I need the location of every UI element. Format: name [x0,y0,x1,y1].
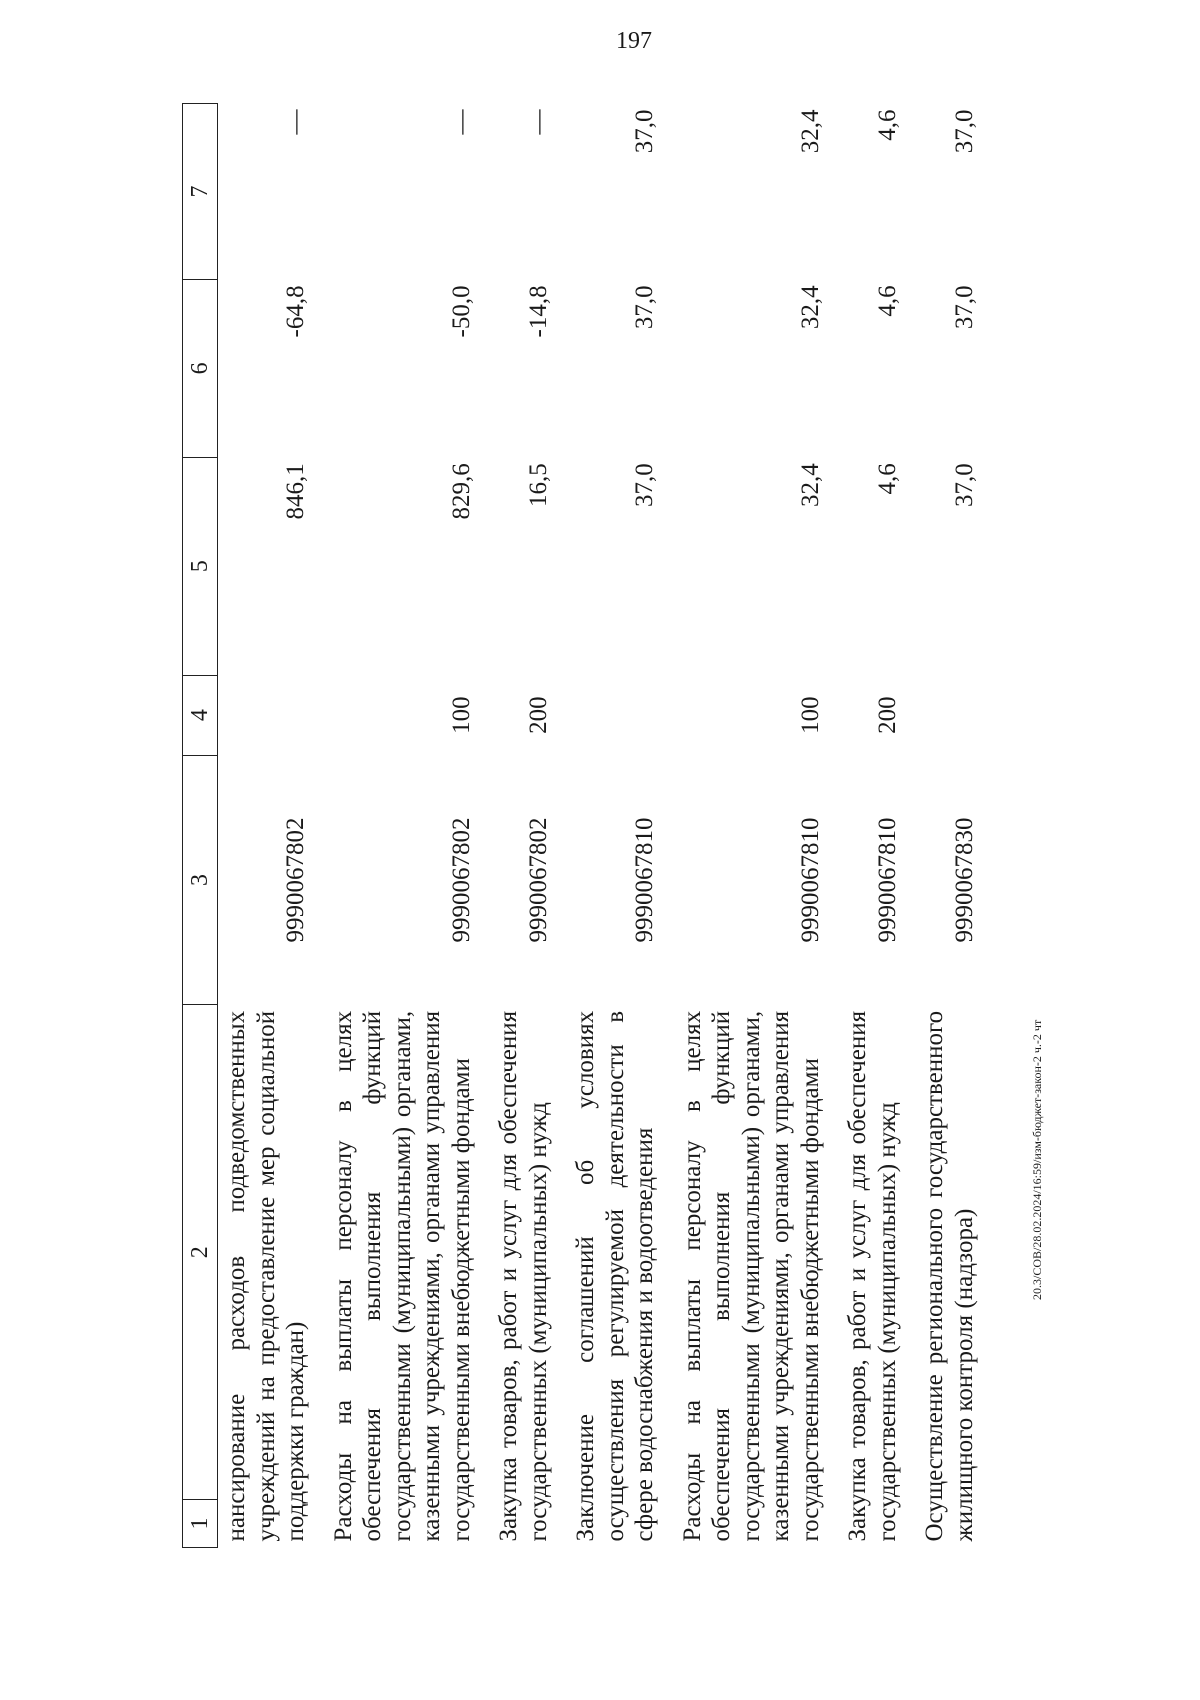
row-description: Заключение соглашений об условиях осуществления регулируемой деятельности в сфере водоснабжения и водоотведения [572,1010,658,1542]
row-description: Осуществление регионального государственного жилищного контроля (надзора) [921,1010,978,1542]
table-row [839,104,916,1548]
header-row [183,104,218,1548]
table-row [490,104,567,1548]
row-type: 100 [447,696,475,734]
row-type: 200 [524,696,552,734]
row-code: 9990067802 [282,817,309,943]
row-col6: 37,0 [950,285,978,330]
row-col7: 32,4 [796,109,824,154]
row-col5: 16,5 [524,463,552,508]
budget-table [182,103,993,1548]
row-col5: 829,6 [447,463,475,520]
col-header-2: 2 [183,1005,218,1500]
row-type [916,675,993,755]
row-col6: 37,0 [631,285,658,330]
page-number: 197 [616,28,652,54]
row-col7: — [447,109,475,135]
row-description: Закупка товаров, работ и услуг для обеспечения государственных (муниципальных) нужд [495,1010,552,1542]
row-type: 200 [873,696,901,734]
row-col5: 4,6 [873,463,901,495]
row-description: Расходы на выплаты персоналу в целях обеспечения выполнения функций государственными (муниципальными) органами, казенными учреждениями, органами управления государственными внебюджетными фондами [329,1010,475,1542]
row-type [567,675,674,755]
col-header-5: 5 [183,457,218,675]
row-col7: 37,0 [631,109,658,154]
row-col7: 4,6 [873,109,901,141]
col-header-4: 4 [183,675,218,755]
rotated-sheet [0,10,1200,1700]
col-header-3: 3 [183,755,218,1005]
row-description: Закупка товаров, работ и услуг для обеспечения государственных (муниципальных) нужд [844,1010,901,1542]
row-col5: 32,4 [796,463,824,508]
row-description: Расходы на выплаты персоналу в целях обеспечения выполнения функций государственными (муниципальными) органами, казенными учреждениями, органами управления государственными внебюджетными фондами [678,1010,824,1542]
row-col7: — [524,109,552,135]
row-col5: 37,0 [950,463,978,508]
table-row [325,104,491,1548]
row-code: 9990067802 [447,817,475,943]
row-code: 9990067810 [873,817,901,943]
row-col5: 846,1 [282,463,309,520]
row-col6: 32,4 [796,285,824,330]
row-col6: 4,6 [873,285,901,317]
table-row [916,104,993,1548]
document-footer: 20.3/СОВ/28.02.2024/16:59/изм-бюджет-закон-2 ч.-2 чт [1030,1019,1044,1300]
row-col7: 37,0 [950,109,978,154]
table-row [218,104,325,1548]
table-row [567,104,674,1548]
table-row [674,104,840,1548]
row-code: 9990067810 [796,817,824,943]
row-code: 9990067830 [950,817,978,943]
col-header-6: 6 [183,279,218,457]
row-type [218,675,325,755]
row-col6: -50,0 [447,285,475,338]
col-header-1: 1 [183,1500,218,1548]
row-code: 9990067810 [631,817,658,943]
row-code: 9990067802 [524,817,552,943]
row-col6: -14,8 [524,285,552,338]
row-description: нансирование расходов подведомственных учреждений на предоставление мер социальной поддержки граждан) [223,1010,309,1542]
col-header-7: 7 [183,104,218,280]
row-type: 100 [796,696,824,734]
row-col6: -64,8 [282,285,309,338]
row-col5: 37,0 [631,463,658,508]
row-col7: — [282,109,309,135]
